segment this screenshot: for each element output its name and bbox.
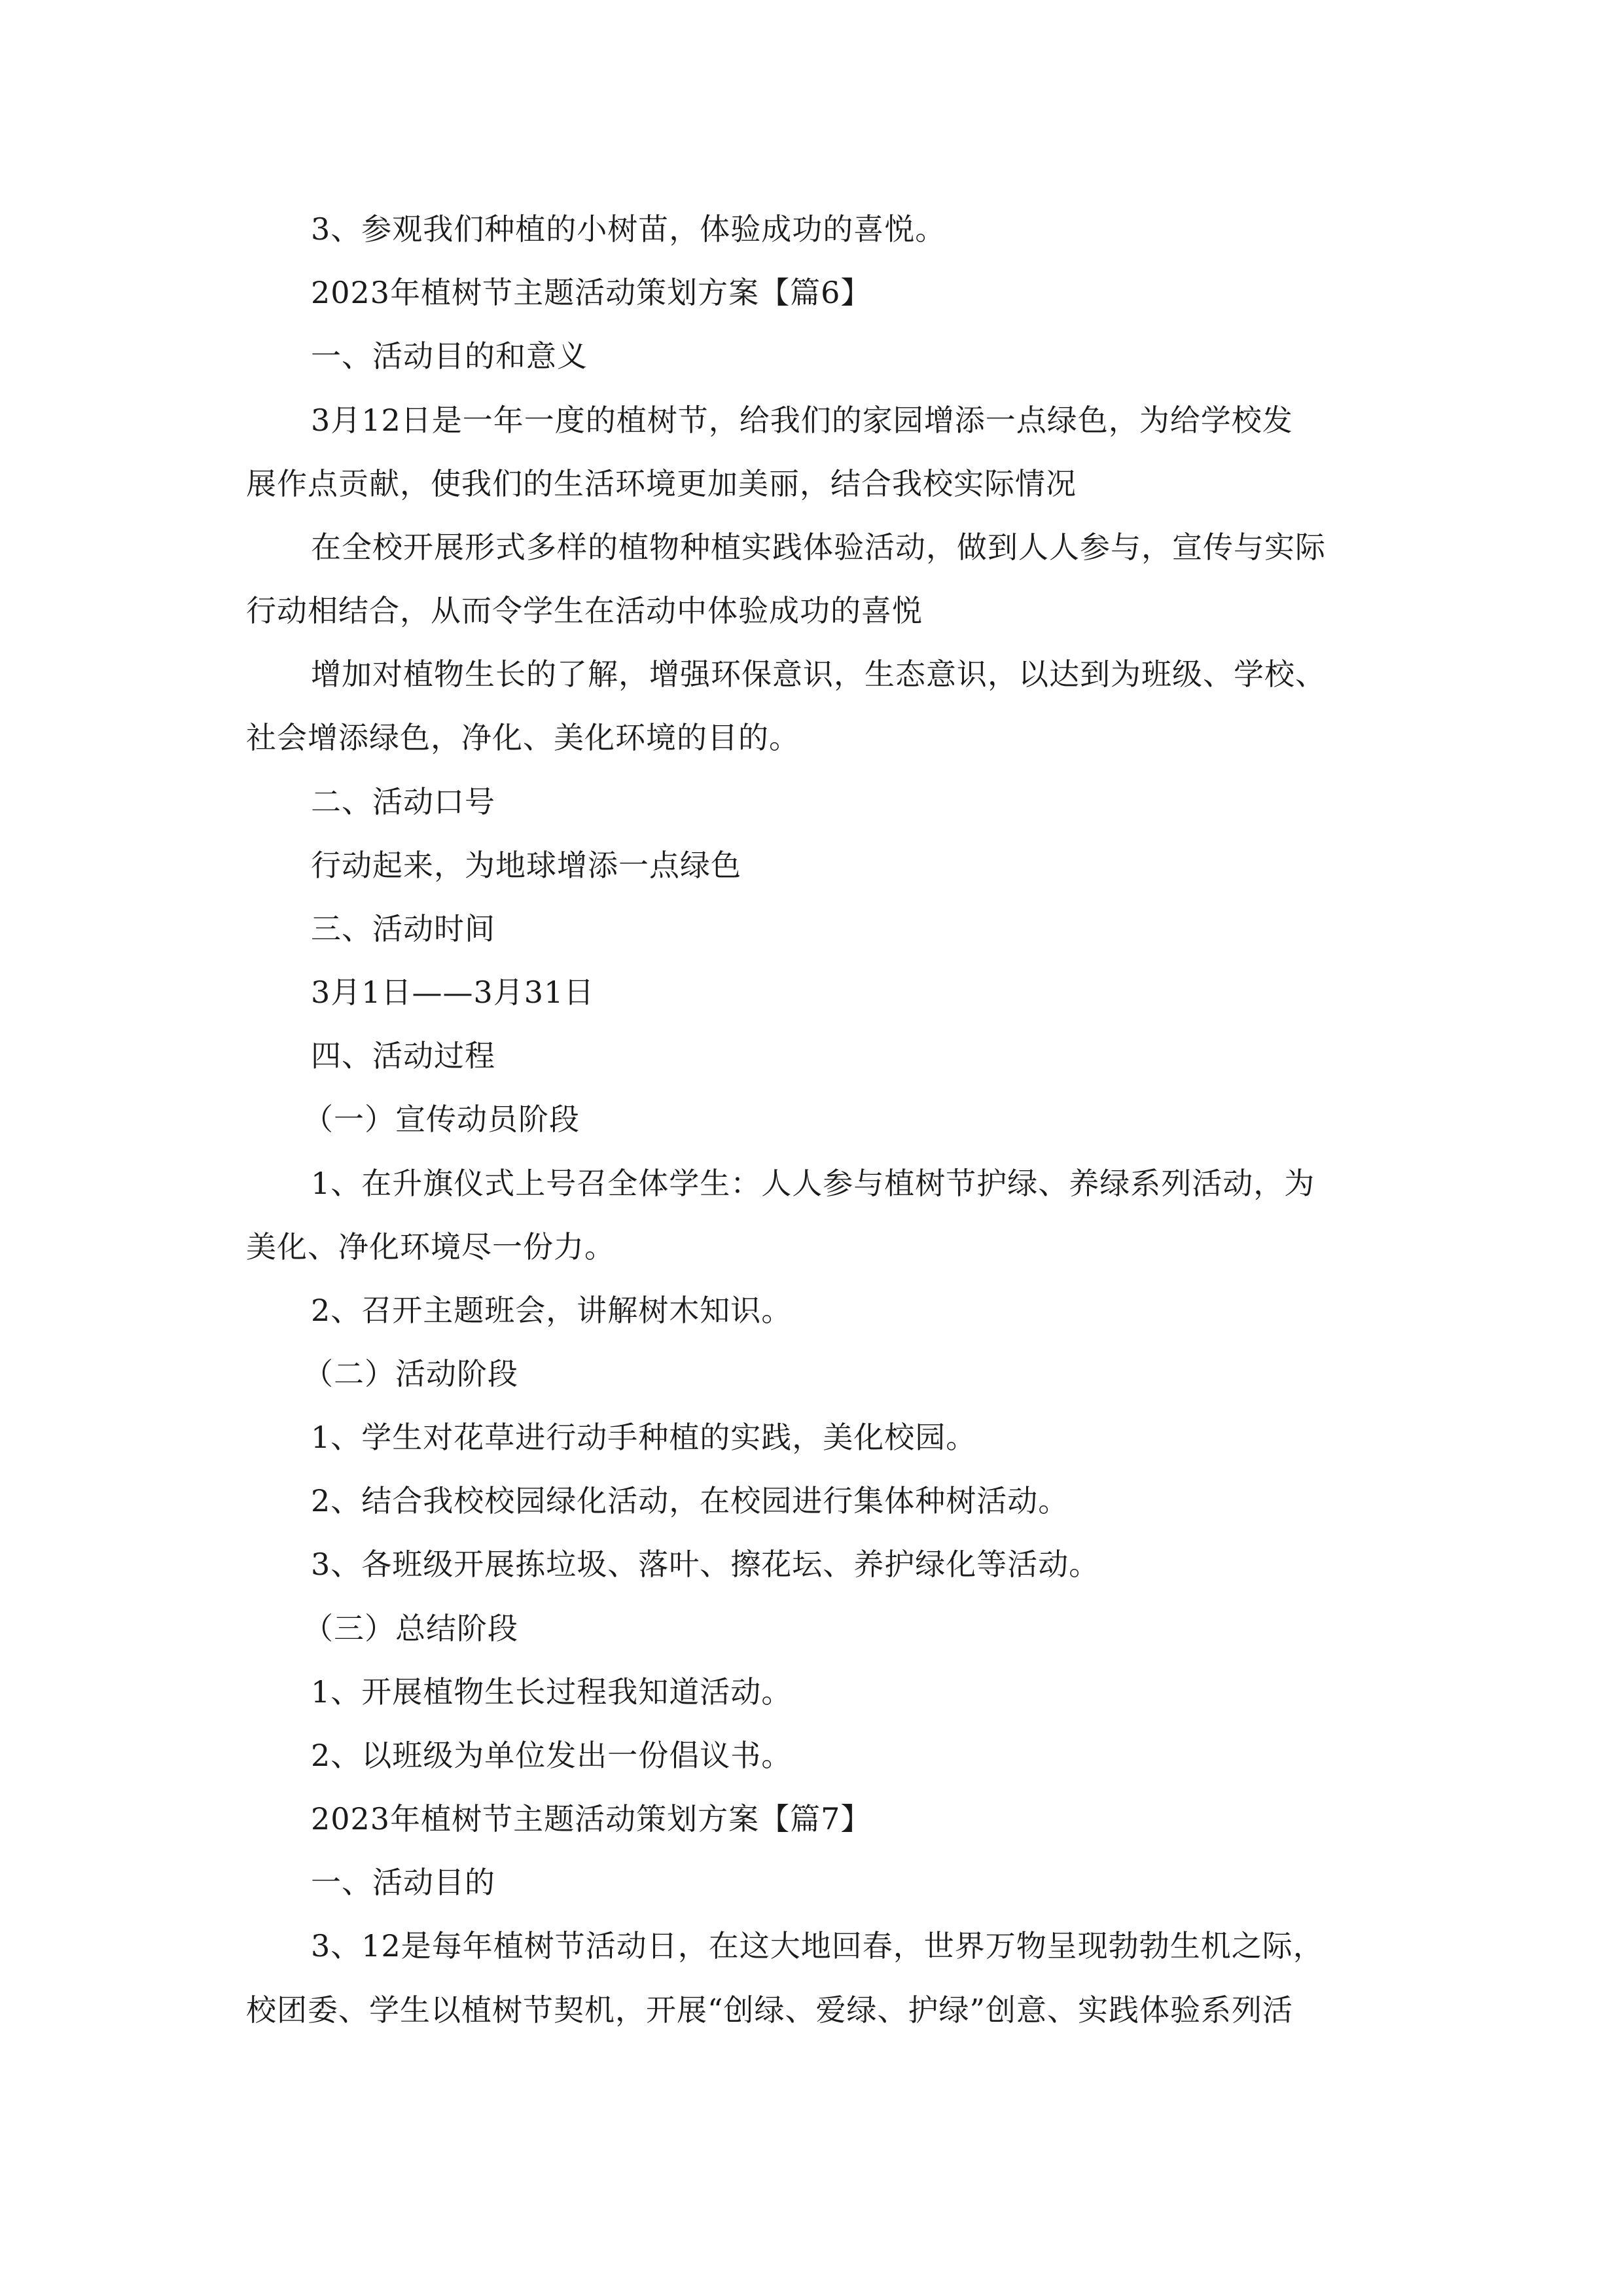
list-item: 2、以班级为单位发出一份倡议书。 (311, 1738, 793, 1773)
paragraph-line: 美化、净化环境尽一份力。 (246, 1229, 615, 1265)
list-item: 2、召开主题班会，讲解树木知识。 (311, 1293, 793, 1328)
heading: 三、活动时间 (311, 911, 495, 946)
paragraph-line: 行动相结合，从而令学生在活动中体验成功的喜悦 (246, 593, 923, 628)
list-item: 1、在升旗仪式上号召全体学生：人人参与植树节护绿、养绿系列活动，为 (311, 1166, 1315, 1201)
paragraph-line: 在全校开展形式多样的植物种植实践体验活动，做到人人参与，宣传与实际 (311, 529, 1326, 565)
heading: 二、活动口号 (311, 784, 495, 819)
section-title: 2023年植树节主题活动策划方案【篇6】 (311, 275, 872, 310)
paragraph-line: 行动起来，为地球增添一点绿色 (311, 848, 741, 883)
list-item: 1、学生对花草进行动手种植的实践，美化校园。 (311, 1420, 977, 1455)
paragraph-line: 3月1日——3月31日 (311, 975, 595, 1010)
section-title: 2023年植树节主题活动策划方案【篇7】 (311, 1801, 872, 1837)
heading: 四、活动过程 (311, 1038, 495, 1073)
paragraph-line: 增加对植物生长的了解，增强环保意识，生态意识，以达到为班级、学校、 (311, 656, 1326, 692)
heading: 一、活动目的 (311, 1865, 495, 1900)
subheading: （三）总结阶段 (303, 1611, 518, 1646)
paragraph-line: 校团委、学生以植树节契机，开展“创绿、爱绿、护绿”创意、实践体验系列活 (246, 1992, 1294, 2028)
paragraph-line: 展作点贡献，使我们的生活环境更加美丽，结合我校实际情况 (246, 466, 1077, 501)
paragraph-line: 3、12是每年植树节活动日，在这大地回春，世界万物呈现勃勃生机之际， (311, 1928, 1324, 1964)
list-item: 1、开展植物生长过程我知道活动。 (311, 1674, 793, 1710)
subheading: （一）宣传动员阶段 (303, 1102, 580, 1137)
paragraph-line: 3月12日是一年一度的植树节，给我们的家园增添一点绿色，为给学校发 (311, 403, 1293, 438)
list-item: 3、参观我们种植的小树苗，体验成功的喜悦。 (311, 211, 946, 247)
list-item: 3、各班级开展拣垃圾、落叶、擦花坛、养护绿化等活动。 (311, 1547, 1100, 1582)
list-item: 2、结合我校校园绿化活动，在校园进行集体种树活动。 (311, 1483, 1069, 1518)
heading: 一、活动目的和意义 (311, 338, 588, 374)
paragraph-line: 社会增添绿色，净化、美化环境的目的。 (246, 720, 800, 755)
subheading: （二）活动阶段 (303, 1356, 518, 1391)
